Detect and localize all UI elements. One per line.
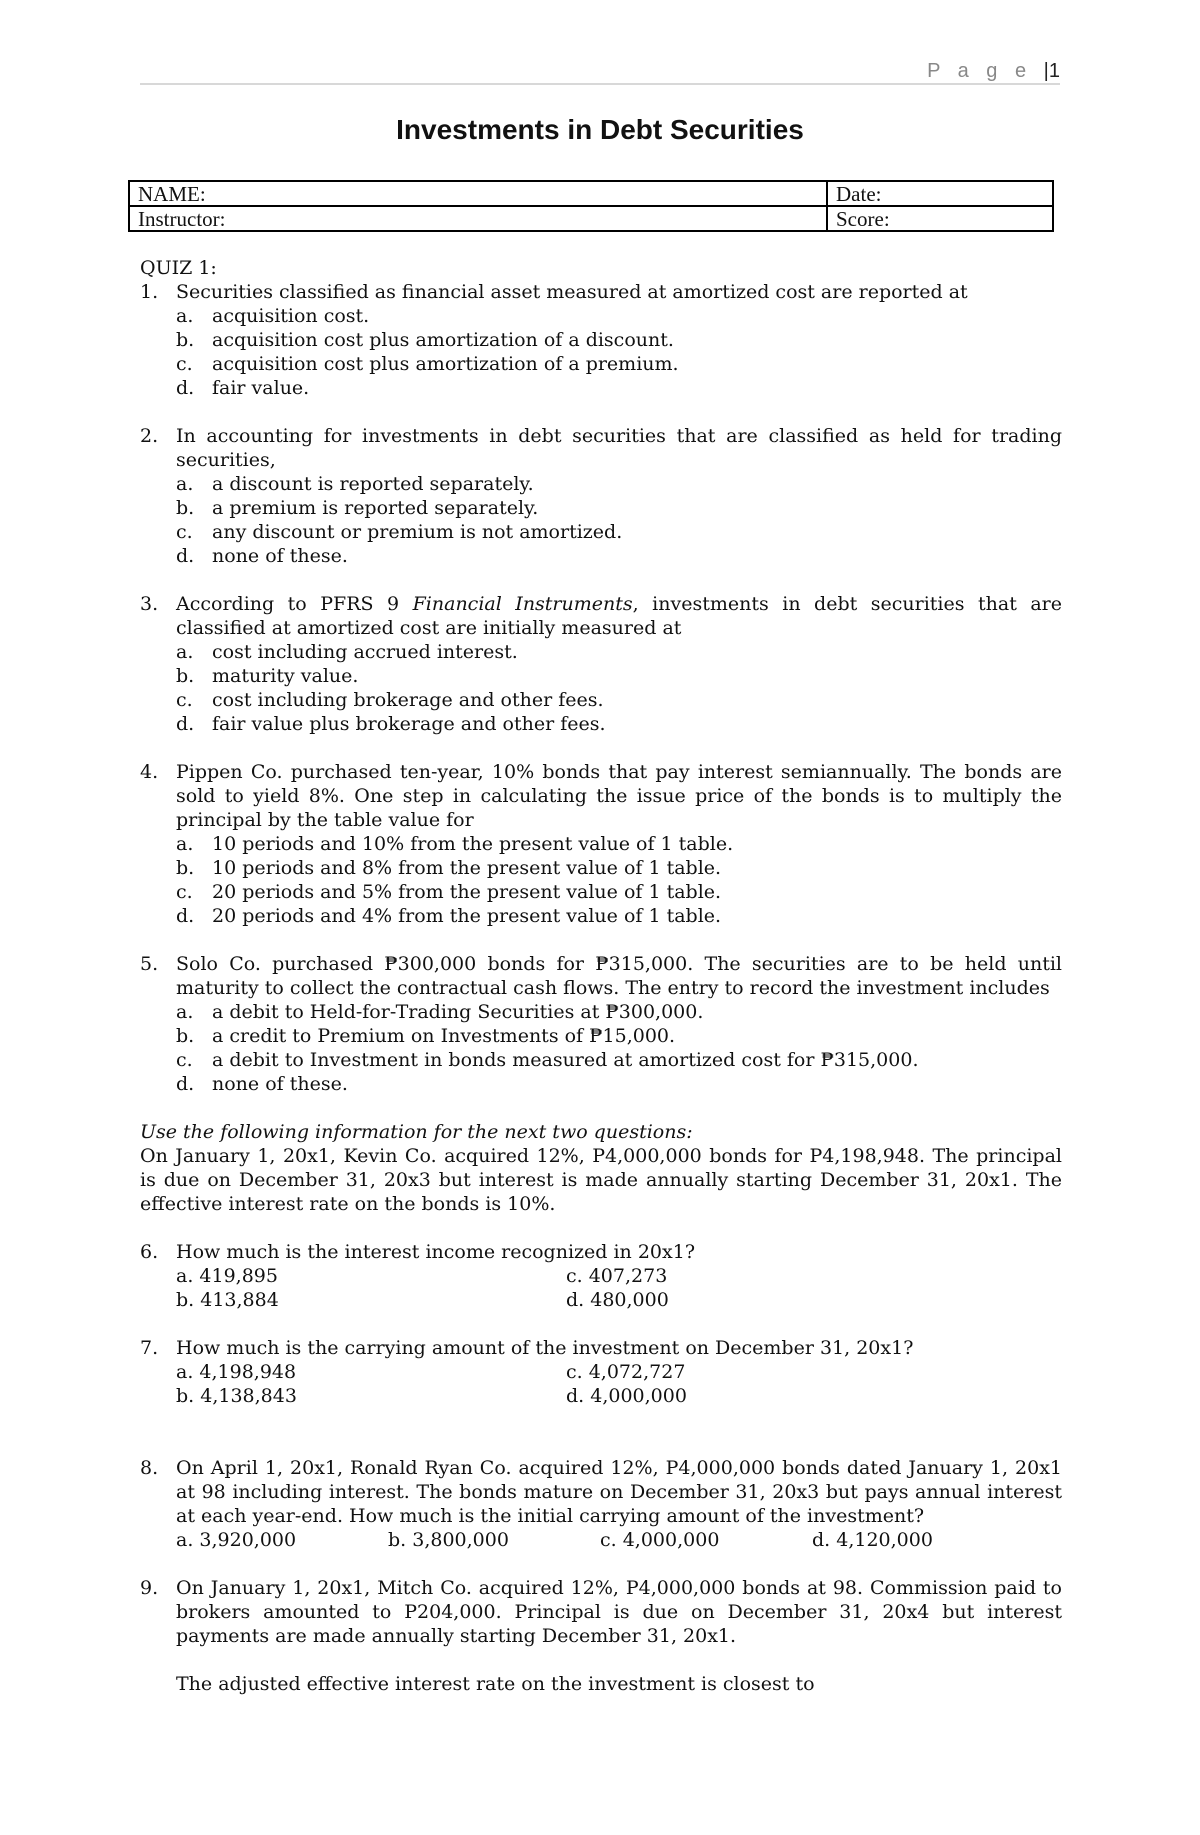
option: d. fair value. bbox=[176, 377, 310, 399]
student-info-table bbox=[128, 180, 1054, 232]
question-number: 3. bbox=[140, 593, 159, 615]
question-text: On January 1, 20x1, Mitch Co. acquired 12%, P4,000,000 bonds at 98. Commission paid to brokers amounted to P204,000. Principal is due on December 31, 20x4 but interest payments are made annually starting December 31, 20x1. bbox=[176, 1577, 1062, 1647]
question-number: 7. bbox=[140, 1337, 159, 1359]
question-6 bbox=[140, 1240, 1062, 1312]
date-field[interactable]: Date: bbox=[827, 181, 1053, 206]
quiz-label: QUIZ 1: bbox=[140, 257, 217, 279]
question-text: How much is the interest income recognized in 20x1? bbox=[176, 1241, 696, 1263]
option: b. 413,884 bbox=[176, 1289, 279, 1311]
name-field[interactable]: NAME: bbox=[129, 181, 827, 206]
option: c. a debit to Investment in bonds measured at amortized cost for ₱315,000. bbox=[176, 1049, 919, 1071]
option: a. 3,920,000 bbox=[176, 1529, 297, 1551]
option: c. any discount or premium is not amortized. bbox=[176, 521, 623, 543]
question-text: Solo Co. purchased ₱300,000 bonds for ₱315,000. The securities are to be held until maturity to collect the contractual cash flows. The entry to record the investment includes bbox=[176, 953, 1062, 999]
question-number: 5. bbox=[140, 953, 159, 975]
option: c. 4,000,000 bbox=[600, 1529, 720, 1551]
option: d. none of these. bbox=[176, 1073, 348, 1095]
score-field[interactable]: Score: bbox=[827, 206, 1053, 231]
option: d. fair value plus brokerage and other fees. bbox=[176, 713, 606, 735]
page-number: 1 bbox=[1048, 60, 1060, 82]
option: d. 4,120,000 bbox=[812, 1529, 933, 1551]
page-title: Investments in Debt Securities bbox=[396, 114, 804, 145]
question-text: According to PFRS 9 Financial Instruments, investments in debt securities that are classified at amortized cost are initially measured at bbox=[176, 593, 1062, 639]
option: b. maturity value. bbox=[176, 665, 359, 687]
question-text: On April 1, 20x1, Ronald Ryan Co. acquired 12%, P4,000,000 bonds dated January 1, 20x1 at 98 including interest. The bonds mature on December 31, 20x3 but pays annual interest at each year-end. How much is the initial carrying amount of the investment? bbox=[176, 1457, 1062, 1527]
option: b. 10 periods and 8% from the present value of 1 table. bbox=[176, 857, 722, 879]
question-number: 6. bbox=[140, 1241, 159, 1263]
page-label: P a g e bbox=[927, 60, 1033, 82]
question-9 bbox=[140, 1576, 1062, 1696]
option: d. 20 periods and 4% from the present value of 1 table. bbox=[176, 905, 722, 927]
question-7 bbox=[140, 1336, 1062, 1408]
option: d. 4,000,000 bbox=[566, 1385, 687, 1407]
option: b. 3,800,000 bbox=[388, 1529, 509, 1551]
question-1 bbox=[140, 280, 1062, 400]
option: a. cost including accrued interest. bbox=[176, 641, 518, 663]
question-number: 4. bbox=[140, 761, 159, 783]
option: d. 480,000 bbox=[566, 1289, 669, 1311]
option: b. a premium is reported separately. bbox=[176, 497, 539, 519]
question-3 bbox=[140, 592, 1062, 736]
question-4 bbox=[140, 760, 1062, 928]
option: a. 10 periods and 10% from the present value of 1 table. bbox=[176, 833, 734, 855]
question-8 bbox=[140, 1456, 1062, 1552]
question-text: In accounting for investments in debt securities that are classified as held for trading securities, bbox=[176, 425, 1062, 471]
question-number: 2. bbox=[140, 425, 159, 447]
option: c. 4,072,727 bbox=[566, 1361, 686, 1383]
option: c. cost including brokerage and other fees. bbox=[176, 689, 604, 711]
instructor-field[interactable]: Instructor: bbox=[129, 206, 827, 231]
option: a. 4,198,948 bbox=[176, 1361, 297, 1383]
question-number: 8. bbox=[140, 1457, 159, 1479]
option: b. a credit to Premium on Investments of ₱15,000. bbox=[176, 1025, 676, 1047]
header-divider bbox=[140, 83, 1060, 85]
option: b. 4,138,843 bbox=[176, 1385, 297, 1407]
question-2 bbox=[140, 424, 1062, 568]
option: c. 407,273 bbox=[566, 1265, 668, 1287]
option: b. acquisition cost plus amortization of a discount. bbox=[176, 329, 674, 351]
question-number: 1. bbox=[140, 281, 159, 303]
option: a. a discount is reported separately. bbox=[176, 473, 534, 495]
option: a. 419,895 bbox=[176, 1265, 278, 1287]
info-block bbox=[140, 1120, 1062, 1216]
option: c. 20 periods and 5% from the present value of 1 table. bbox=[176, 881, 722, 903]
info-text: On January 1, 20x1, Kevin Co. acquired 12%, P4,000,000 bonds for P4,198,948. The principal is due on December 31, 20x3 but interest is made annually starting December 31, 20x1. The effective interest rate on the bonds is 10%. bbox=[140, 1145, 1062, 1215]
option: a. acquisition cost. bbox=[176, 305, 370, 327]
question-text: Securities classified as financial asset measured at amortized cost are reported at bbox=[176, 281, 968, 303]
page-number-header bbox=[927, 60, 1060, 83]
option: a. a debit to Held-for-Trading Securities at ₱300,000. bbox=[176, 1001, 704, 1023]
question-number: 9. bbox=[140, 1577, 159, 1599]
question-5 bbox=[140, 952, 1062, 1096]
page-separator: | bbox=[1043, 60, 1049, 82]
option: c. acquisition cost plus amortization of a premium. bbox=[176, 353, 679, 375]
info-heading: Use the following information for the next two questions: bbox=[140, 1121, 693, 1143]
question-text: Pippen Co. purchased ten-year, 10% bonds that pay interest semiannually. The bonds are sold to yield 8%. One step in calculating the issue price of the bonds is to multiply the principal by the table value for bbox=[176, 761, 1062, 831]
quiz-content bbox=[140, 256, 1062, 1696]
question-subtext: The adjusted effective interest rate on the investment is closest to bbox=[176, 1673, 815, 1695]
question-text: How much is the carrying amount of the investment on December 31, 20x1? bbox=[176, 1337, 914, 1359]
option: d. none of these. bbox=[176, 545, 348, 567]
